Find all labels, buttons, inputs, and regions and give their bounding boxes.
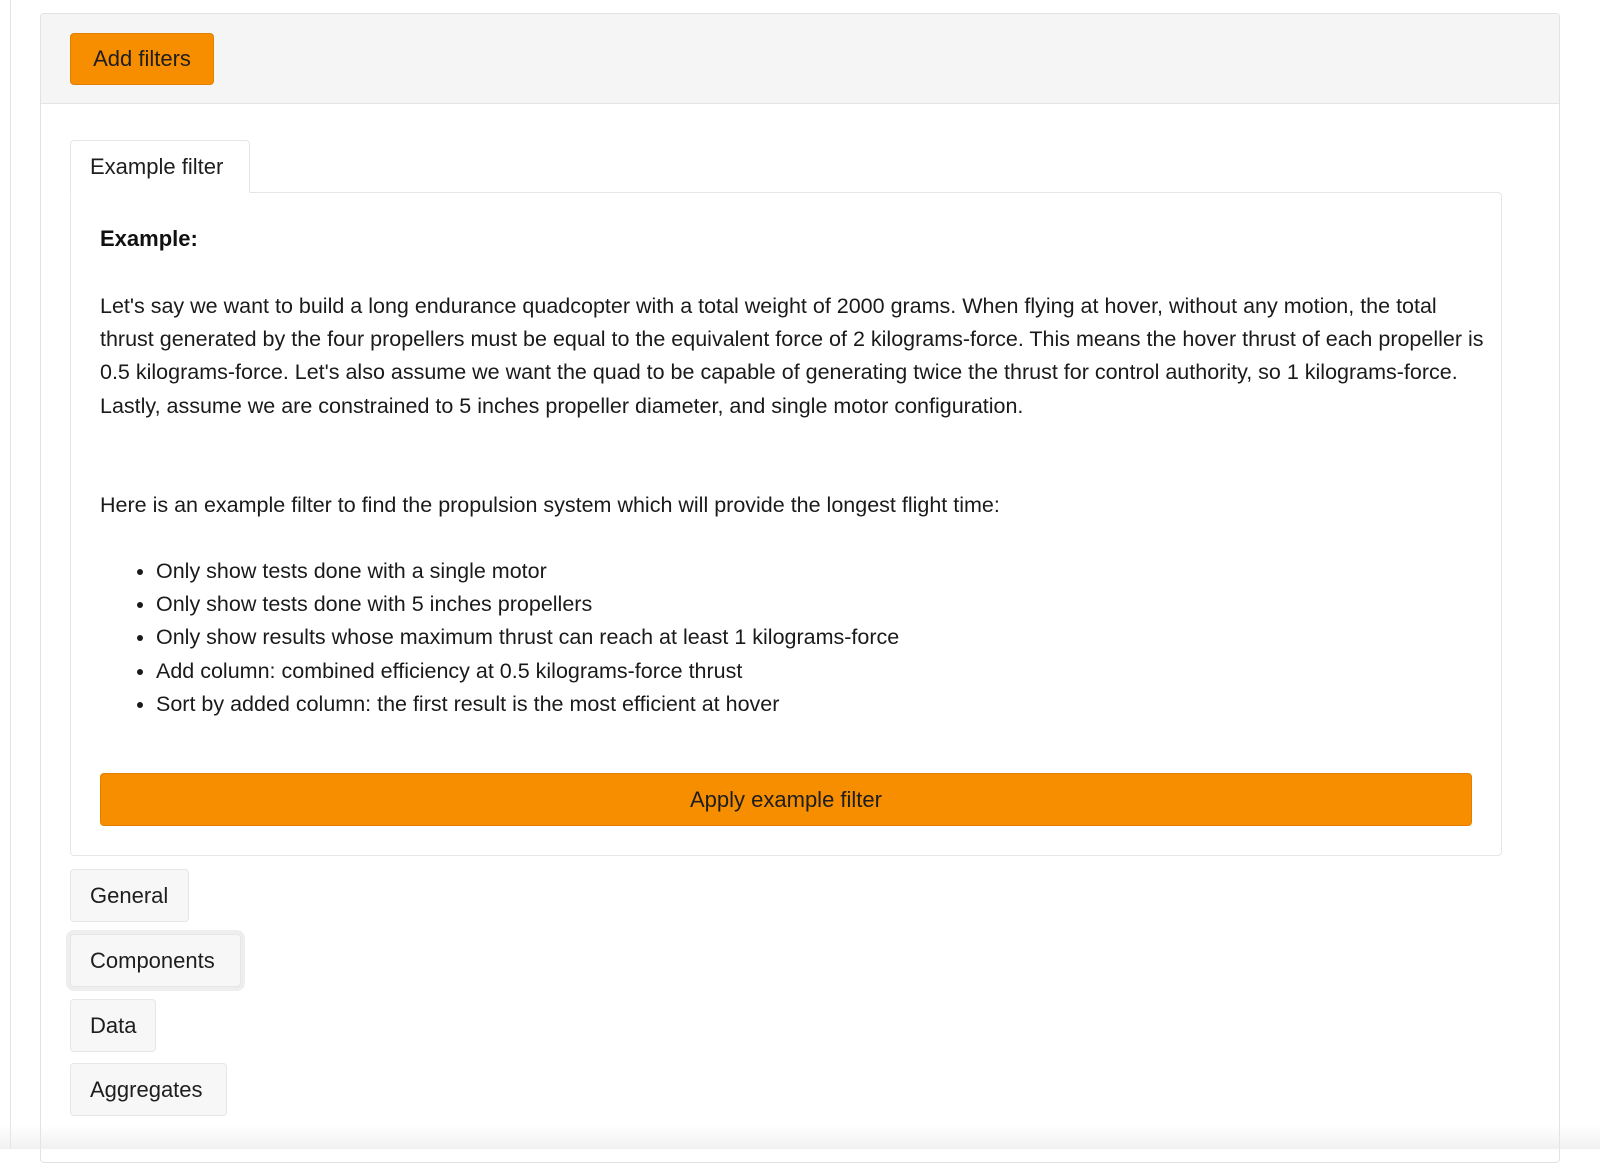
tab-general[interactable]: General [70, 869, 189, 922]
filter-panel-header [41, 14, 1559, 104]
tab-example-filter[interactable]: Example filter [70, 140, 250, 193]
tab-data[interactable]: Data [70, 999, 156, 1052]
example-intro: Here is an example filter to find the propulsion system which will provide the longest flight time: [100, 493, 1000, 517]
list-item: • Sort by added column: the first result is the most efficient at hover [156, 688, 899, 721]
filter-panel [40, 13, 1560, 1163]
list-item: • Only show tests done with 5 inches propellers [156, 588, 899, 621]
example-heading: Example: [100, 226, 198, 251]
example-steps-list [100, 555, 899, 721]
page-left-rail [10, 0, 11, 1149]
list-item: • Only show tests done with a single motor [156, 555, 899, 588]
example-filter-box [70, 192, 1502, 856]
tab-components[interactable]: Components [70, 934, 241, 987]
add-filters-button[interactable]: Add filters [70, 33, 214, 85]
tab-aggregates[interactable]: Aggregates [70, 1063, 227, 1116]
apply-example-filter-button[interactable]: Apply example filter [100, 773, 1472, 826]
list-item: • Add column: combined efficiency at 0.5 kilograms-force thrust [156, 655, 899, 688]
list-item: • Only show results whose maximum thrust can reach at least 1 kilograms-force [156, 621, 899, 654]
example-description: Let's say we want to build a long endurance quadcopter with a total weight of 2000 grams. When flying at hover, without any motion, the total thrust generated by the four propellers must be equal to the equivalent force of 2 kilograms-force. This means the hover thrust of each propeller is 0.5 kilograms-force. Let's also assume we want the quad to be capable of generating twice the thrust for control authority, so 1 kilograms-force. Lastly, assume we are constrained to 5 inches propeller diameter, and single motor configuration. [100, 294, 1484, 418]
